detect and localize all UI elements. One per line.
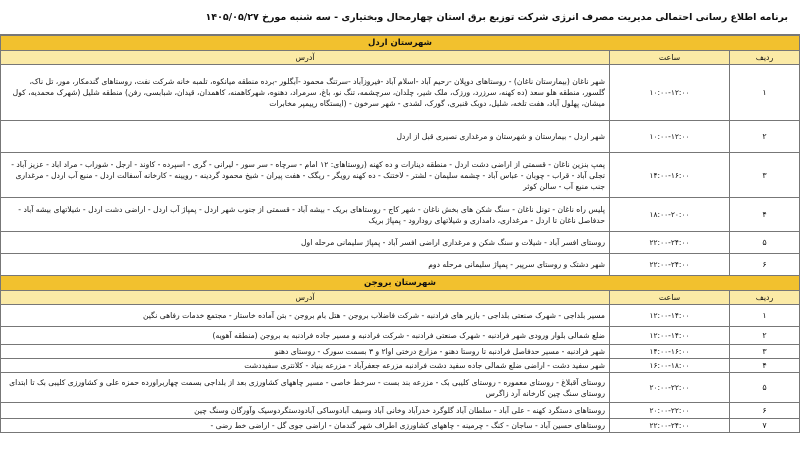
section-header-ardal [1,36,800,51]
table-row [1,254,800,276]
row-address: پلیس راه ناغان - تونل ناغان - سنگ شکن های بخش ناغان - شهر کاج - روستاهای بریک - بیشه آباد - قسمتی از جنوب شهر اردل - پمپاژ آب اردل - اراضی دشت اردل - شیلاتهای بیشه آباد - حدفاصل ناغان تا اردل - مرغداری، دامداری و شیلاتهای رودارود - پمپاژ بریک [1,198,610,232]
row-time: ۱۴:۰۰-۱۶:۰۰ [610,153,730,198]
row-time: ۲۲:۰۰-۲۴:۰۰ [610,419,730,433]
row-time: ۲۲:۰۰-۲۴:۰۰ [610,254,730,276]
table-row [1,359,800,373]
row-time: ۱۲:۰۰-۱۴:۰۰ [610,327,730,345]
row-address: شهر دشتک و روستای سرپیر - پمپاژ سلیمانی مرحله دوم [1,254,610,276]
section-title: شهرستان بروجن [1,276,800,291]
header-address: آدرس [1,51,610,65]
row-address: ضلع شمالی بلوار ورودی شهر فرادنبه - شهرک صنعتی فرادنبه - شرکت فرادنبه و مسیر جاده فرادنبه به بروجن (منطقه آهویه) [1,327,610,345]
title-text: برنامه اطلاع رسانی احتمالی مدیریت مصرف انرژی شرکت توزیع برق استان چهارمحال وبختیاری - سه شنبه مورخ ۱۴۰۵/۰۵/۲۷ [205,11,788,23]
table-row [1,403,800,419]
header-index: ردیف [730,291,800,305]
row-address: شهر ناغان (بیمارستان ناغان) - روستاهای دوپلان -رحیم آباد -اسلام آباد -فیروزآباد -سرتنگ محمود -آبگلور -برده منطقه میانکوه، تلمبه خانه شرکت نفت، روستاهای گندمکار، مور، تل ناک، گلسور، منطقه هلو سعد (ده کهنه، سرزرد، ورزک، ملک شیر، چلدان، سرچشمه، تنگ نو، باغ، سرمراد، دهنوه، شهرکاهمنه، کاهمدان، قیدان، شبابسی، رفن) منطقه شلیل (شهرک محمدیه، کول میشان، پهلول آباد، هفت تلخه، شلیل، دوبک قنبری، گورک، لشدی - شهر سرخون - (ایستگاه رییمپر مخابرات [1,65,610,121]
row-time: ۱۰:۰۰-۱۲:۰۰ [610,121,730,153]
row-index: ۶ [730,254,800,276]
table-row [1,232,800,254]
row-address: پمپ بنزین ناغان - قسمتی از اراضی دشت اردل - منطقه دینارات و ده کهنه (روستاهای: ۱۲ امام - سرچاه - سر سور - لیرانی - گری - اسپرده - کاوند - ارجل - شوراب - مراد اباد - عزیز آباد - تجلی آباد - قراب - چوبان - عباس آباد - چشمه سلیمان - لشتر - لاختنک - ده کهنه رویگر - ریگک - هفت پیران - شیخ محمود گردینه - رویینه - کارخانه آسفالت اردل - منبع آب اردل - مرغداری جنب منبع آب - سالن کوثر [1,153,610,198]
row-index: ۶ [730,403,800,419]
row-address: روستای افسر آباد - شیلات و سنگ شکن و مرغداری اراضی افسر آباد - پمپاژ سلیمانی مرحله اول [1,232,610,254]
table-row [1,345,800,359]
table-row [1,305,800,327]
table-row [1,121,800,153]
row-time: ۲۰:۰۰-۲۲:۰۰ [610,403,730,419]
row-address: شهر سفید دشت - اراضی ضلع شمالی جاده سفید دشت فرادنبه مزرعه جعفرآباد - مزرعه بنیاد - کلانتری سفیددشت [1,359,610,373]
row-index: ۴ [730,359,800,373]
row-time: ۲۰:۰۰-۲۲:۰۰ [610,373,730,403]
header-index: ردیف [730,51,800,65]
row-time: ۱۰:۰۰-۱۲:۰۰ [610,65,730,121]
row-index: ۷ [730,419,800,433]
header-time: ساعت [610,291,730,305]
row-time: ۱۴:۰۰-۱۶:۰۰ [610,345,730,359]
row-time: ۱۸:۰۰-۲۰:۰۰ [610,198,730,232]
row-time: ۱۶:۰۰-۱۸:۰۰ [610,359,730,373]
column-header-row [1,291,800,305]
row-time: ۱۲:۰۰-۱۴:۰۰ [610,305,730,327]
row-address: شهر اردل - بیمارستان و شهرستان و مرغداری نصیری قبل از اردل [1,121,610,153]
column-header-row [1,51,800,65]
row-address: مسیر بلداجی - شهرک صنعتی بلداجی - بازیر های فرادنبه - شرکت فاضلاب بروجن - هتل بام بروجن - بتن آماده خاستار - مجتمع خدمات رفاهی نگین [1,305,610,327]
row-address: شهر فرادنبه - مسیر حدفاصل فرادنبه تا روستا دهنو - مزارع درختی اوا۲ و ۳ بسمت سورک - روستای دهنو [1,345,610,359]
table-row [1,153,800,198]
table-row [1,419,800,433]
row-index: ۵ [730,373,800,403]
header-time: ساعت [610,51,730,65]
row-index: ۱ [730,305,800,327]
page-title [0,0,800,35]
row-address: روستای آقبلاغ - روستای معموره - روستای کلیبی بک - مزرعه بند بست - سرخط خاصی - مسیر چاههای کشاورزی بعد از بلداجی بسمت چهاربراورده حمزه علی و کشاورزی کلیبی بک تا ابتدای روستای سنگ چین کارخانه آرد زاگرس [1,373,610,403]
row-address: روستاهای دستگرد کهنه - علی آباد - سلطان آباد گلوگرد خدرآباد وخانی آباد وسیف آبادوساکی آبادودستگردوسیک وآورگان وسنگ چین [1,403,610,419]
row-index: ۲ [730,327,800,345]
row-index: ۳ [730,345,800,359]
table-row [1,373,800,403]
section-header-borujen [1,276,800,291]
row-index: ۲ [730,121,800,153]
row-address: روستاهای حسین آباد - ساجان - کنگ - چرمینه - چاههای کشاورزی اطراف شهر گندمان - اراضی جوی گل - اراضی خط رضی - [1,419,610,433]
row-index: ۴ [730,198,800,232]
table-row [1,327,800,345]
row-time: ۲۲:۰۰-۲۴:۰۰ [610,232,730,254]
table-row [1,198,800,232]
schedule-table [0,35,800,433]
header-address: آدرس [1,291,610,305]
table-row [1,65,800,121]
row-index: ۳ [730,153,800,198]
row-index: ۱ [730,65,800,121]
row-index: ۵ [730,232,800,254]
section-title: شهرستان اردل [1,36,800,51]
